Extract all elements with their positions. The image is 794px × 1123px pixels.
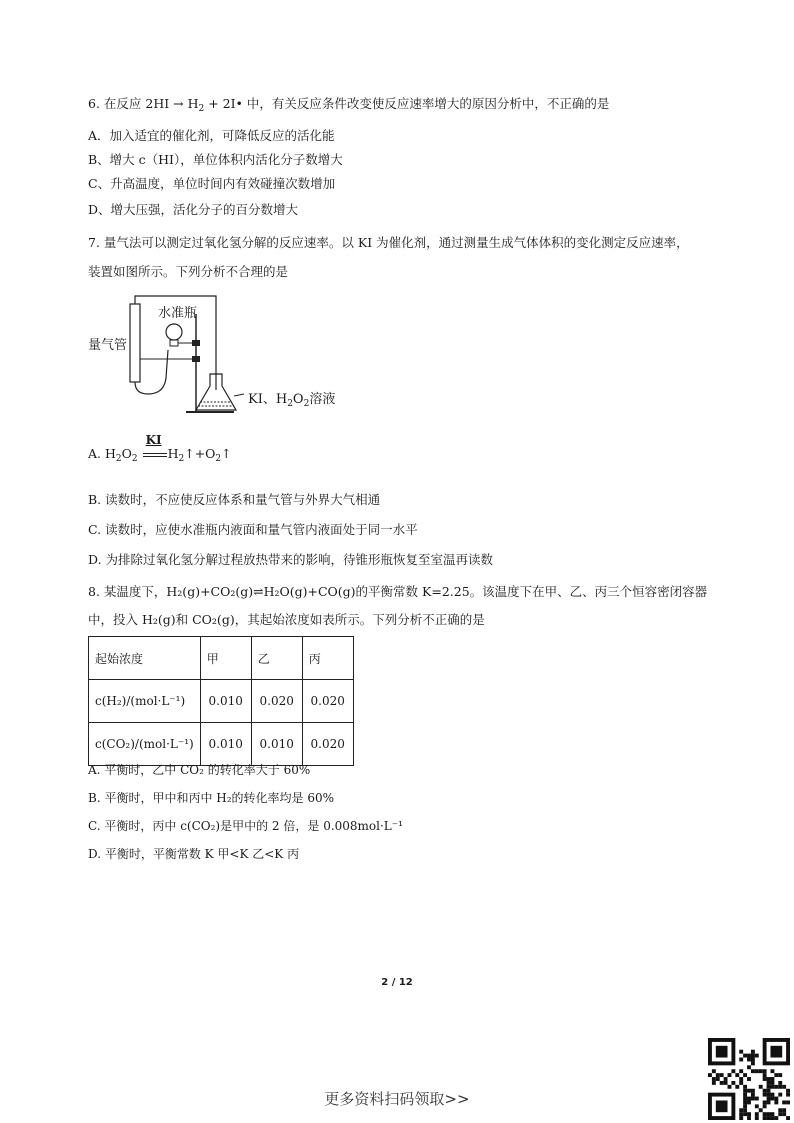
- q8-option-c: C. 平衡时，丙中 c(CO₂)是甲中的 2 倍，是 0.008mol·L⁻¹: [88, 819, 403, 833]
- q6-option-d: D、增大压强，活化分子的百分数增大: [88, 202, 299, 217]
- q6-option-c: C、升高温度，单位时间内有效碰撞次数增加: [88, 176, 336, 191]
- page-number: 2 / 12: [381, 977, 413, 988]
- q6-stem-b: 中，有关反应条件改变使反应速率增大的原因分析中，不正确的是: [246, 96, 610, 111]
- table-header-cell: 乙: [251, 637, 302, 680]
- q7-option-d: D. 为排除过氧化氢分解过程放热带来的影响，待锥形瓶恢复至室温再读数: [88, 552, 494, 567]
- initial-concentration-table: [88, 636, 354, 766]
- table-cell: 0.020: [302, 723, 353, 766]
- table-cell: 0.020: [302, 680, 353, 723]
- table-cell: 0.010: [251, 723, 302, 766]
- table-header-cell: 甲: [200, 637, 251, 680]
- q6-equation: $2HI \to H_2$ + 2I•: [145, 96, 243, 114]
- q6-option-b: B、增大 c（HI），单位体积内活化分子数增大: [88, 152, 343, 167]
- table-cell: c(H₂)/(mol·L⁻¹): [89, 680, 201, 723]
- q7-stem-line2: 装置如图所示。下列分析不合理的是: [88, 264, 289, 279]
- table-header-row: [89, 637, 354, 680]
- gas-measuring-apparatus-diagram: [88, 290, 348, 420]
- table-row: [89, 680, 354, 723]
- q7-option-b: B. 读数时，不应使反应体系和量气管与外界大气相通: [88, 492, 381, 507]
- table-header-cell: 丙: [302, 637, 353, 680]
- q8-option-b: B. 平衡时，甲中和丙中 H₂的转化率均是 60%: [88, 791, 335, 805]
- q7-option-a: A. $H_2O_2$ KI $H_2↑+O_2↑$: [88, 433, 232, 464]
- q6-option-a: A．加入适宜的催化剂，可降低反应的活化能: [88, 128, 335, 143]
- table-cell: 0.010: [200, 723, 251, 766]
- table-cell: 0.010: [200, 680, 251, 723]
- solution-label: KI、$H_2O_2$溶液: [248, 392, 336, 409]
- q6-stem-a: 6. 在反应: [88, 96, 142, 111]
- table-row: [89, 723, 354, 766]
- catalyst-arrow: KI: [142, 446, 168, 462]
- gas-tube-label: 量气管: [88, 338, 128, 353]
- q7-option-c: C. 读数时，应使水准瓶内液面和量气管内液面处于同一水平: [88, 522, 418, 537]
- q7-stem-line1: 7. 量气法可以测定过氧化氢分解的反应速率。以 KI 为催化剂，通过测量生成气体体积的变化测定反应速率，: [88, 235, 689, 250]
- footer-scan-prompt[interactable]: 更多资料扫码领取>>: [324, 1090, 470, 1108]
- q8-option-d: D. 平衡时，平衡常数 K 甲<K 乙<K 丙: [88, 847, 300, 861]
- q8-stem-line2: 中，投入 H₂(g)和 CO₂(g)，其起始浓度如表所示。下列分析不正确的是: [88, 612, 485, 627]
- water-bottle-label: 水准瓶: [158, 306, 198, 321]
- table-cell: 0.020: [251, 680, 302, 723]
- q6-stem: [88, 96, 609, 117]
- q8-stem-line1: 8. 某温度下，H₂(g)+CO₂(g)⇌H₂O(g)+CO(g)的平衡常数 K=2.25。该温度下在甲、乙、丙三个恒容密闭容器: [88, 584, 708, 599]
- q8-option-a: A. 平衡时，乙中 CO₂ 的转化率大于 60%: [88, 763, 311, 777]
- table-cell: c(CO₂)/(mol·L⁻¹): [89, 723, 201, 766]
- table-header-cell: 起始浓度: [89, 637, 201, 680]
